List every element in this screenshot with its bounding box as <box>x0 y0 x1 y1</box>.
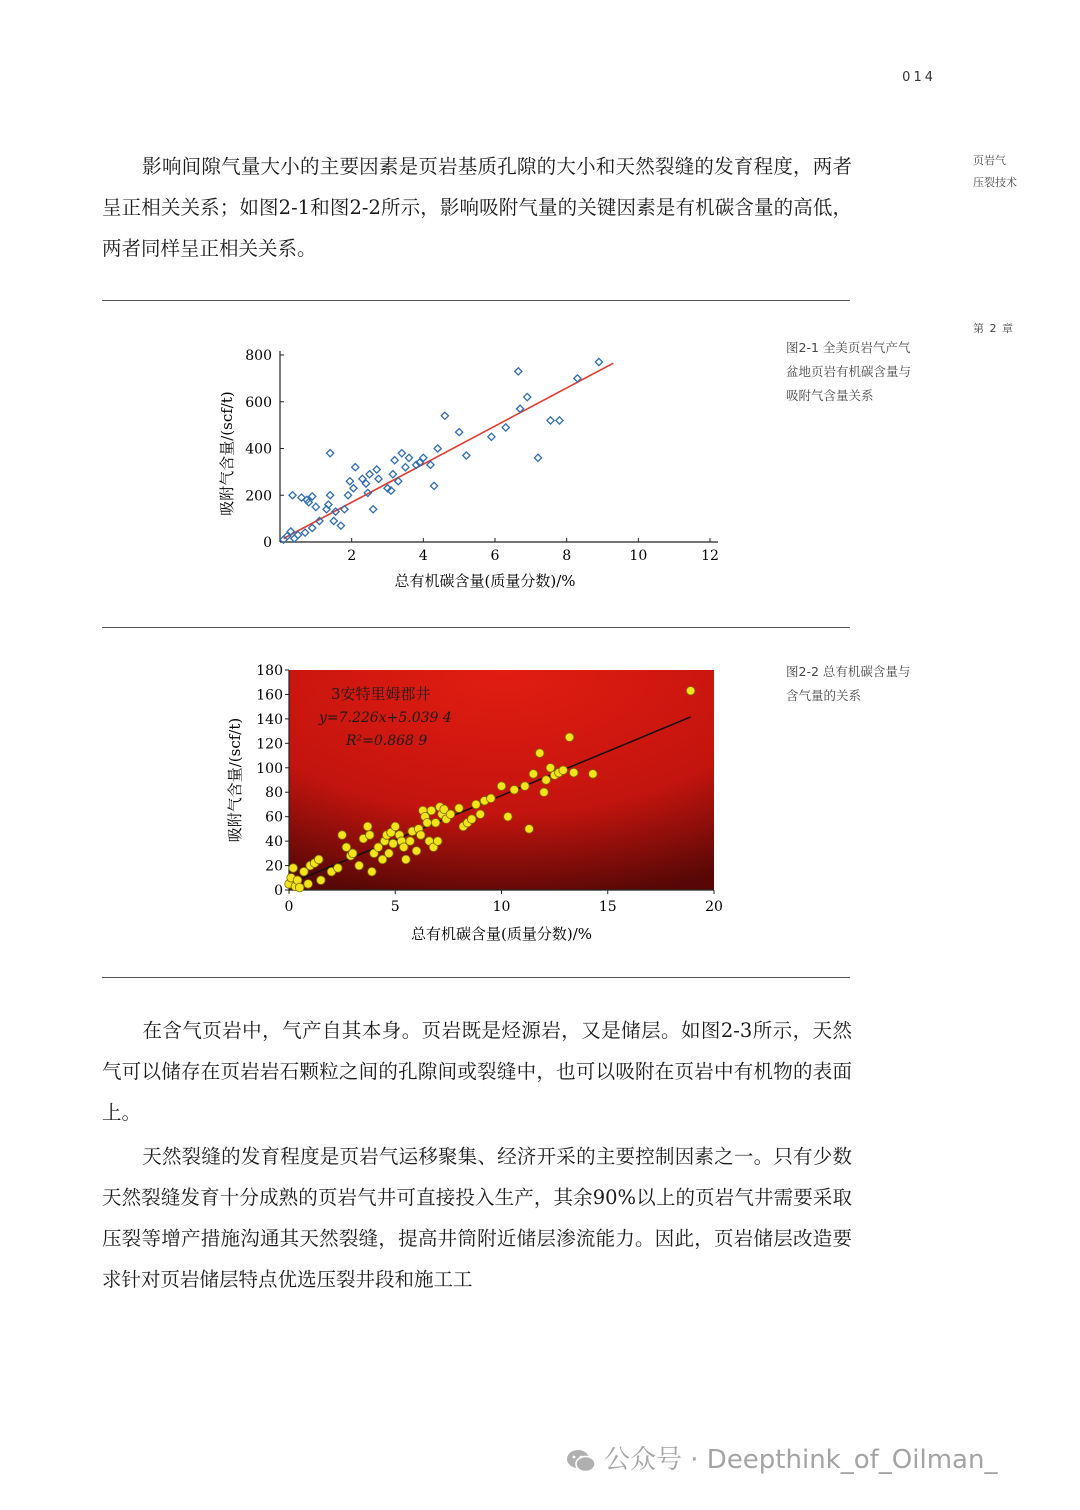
y-tick-label: 160 <box>256 687 283 704</box>
figure-2-1-chart <box>200 330 760 600</box>
data-point <box>366 471 373 478</box>
y-tick-label: 800 <box>245 348 272 364</box>
figure-2-2-chart <box>200 655 760 955</box>
data-point <box>338 831 347 840</box>
page-number: 014 <box>902 70 936 85</box>
watermark-text: 公众号 · Deepthink_of_Oilman_ <box>604 1445 998 1475</box>
data-point <box>416 831 425 840</box>
data-point <box>352 464 359 471</box>
data-point <box>389 471 396 478</box>
body-paragraph <box>102 1010 852 1133</box>
data-point <box>529 770 538 779</box>
data-point <box>402 855 411 864</box>
data-point <box>330 517 337 524</box>
x-tick-label: 12 <box>701 548 719 564</box>
data-point <box>368 867 377 876</box>
data-point <box>344 492 351 499</box>
data-point <box>385 849 394 858</box>
data-point <box>595 358 602 365</box>
caption-line: 盆地页岩有机碳含量与 <box>786 364 912 379</box>
figure-rule <box>102 627 850 628</box>
data-point <box>412 847 421 856</box>
x-axis-label: 总有机碳含量(质量分数)/% <box>394 572 576 590</box>
data-point <box>314 855 323 864</box>
y-axis-label: 吸附气含量/(scf/t) <box>226 717 244 843</box>
figure-2-2-caption <box>786 660 946 708</box>
data-point <box>398 450 405 457</box>
data-point <box>515 368 522 375</box>
data-point <box>375 475 382 482</box>
data-point <box>327 450 334 457</box>
data-point <box>534 454 541 461</box>
y-tick-label: 180 <box>256 663 283 679</box>
data-point <box>402 464 409 471</box>
x-tick-label: 5 <box>390 899 400 915</box>
y-tick-label: 600 <box>245 394 272 411</box>
caption-line: 图2-1 全美页岩气产气 <box>786 340 911 355</box>
data-point <box>405 454 412 461</box>
caption-line: 图2-2 总有机碳含量与 <box>786 664 911 679</box>
data-point <box>334 864 343 873</box>
data-point <box>348 849 357 858</box>
data-point <box>406 837 415 846</box>
running-head-chapter: 第 2 章 <box>973 322 1014 335</box>
data-point <box>524 393 531 400</box>
data-point <box>559 766 568 775</box>
y-tick-label: 20 <box>265 858 283 875</box>
data-point <box>497 782 506 791</box>
caption-line: 吸附气含量关系 <box>786 388 874 403</box>
data-point <box>389 839 398 848</box>
y-tick-label: 140 <box>256 711 283 728</box>
r-squared-label: R²=0.868 9 <box>346 733 428 749</box>
data-point <box>446 810 455 819</box>
data-point <box>363 822 372 831</box>
data-point <box>423 818 432 827</box>
y-tick-label: 200 <box>245 488 272 505</box>
body-paragraph <box>102 1136 852 1300</box>
data-point <box>455 804 464 813</box>
y-tick-label: 0 <box>263 535 272 551</box>
data-point <box>433 837 442 846</box>
x-tick-label: 8 <box>562 548 572 564</box>
x-tick-label: 10 <box>629 548 648 564</box>
running-head-line: 页岩气 <box>973 154 1006 167</box>
running-head-book-title <box>973 150 1017 194</box>
data-point <box>295 883 304 892</box>
data-point <box>569 768 578 777</box>
data-point <box>317 876 326 885</box>
data-point <box>289 864 298 873</box>
data-point <box>556 417 563 424</box>
data-point <box>525 825 534 834</box>
y-axis-label: 吸附气含量/(scf/t) <box>218 391 236 516</box>
x-tick-label: 6 <box>490 548 500 564</box>
figure-rule <box>102 977 850 978</box>
body-paragraph <box>102 146 852 269</box>
data-point <box>547 417 554 424</box>
data-point <box>289 492 296 499</box>
data-point <box>487 794 496 803</box>
x-tick-label: 2 <box>347 548 357 564</box>
data-point <box>463 452 470 459</box>
figure-rule <box>102 300 850 301</box>
data-point <box>427 806 436 815</box>
figure-2-1-caption <box>786 336 946 408</box>
data-point <box>686 686 695 695</box>
data-point <box>502 424 509 431</box>
data-point <box>373 466 380 473</box>
data-point <box>521 782 530 791</box>
x-tick-label: 20 <box>705 899 723 915</box>
data-point <box>488 433 495 440</box>
data-point <box>301 529 308 536</box>
paragraph-text: 天然裂缝的发育程度是页岩气运移聚集、经济开采的主要控制因素之一。只有少数天然裂缝发育十分成熟的页岩气井可直接投入生产，其余90%以上的页岩气井需要采取压裂等增产措施沟通其天然裂缝，提高井筒附近储层渗流能力。因此，页岩储层改造要求针对页岩储层特点优选压裂井段和施工工 <box>102 1145 852 1291</box>
data-point <box>510 785 519 794</box>
watermark <box>566 1442 1056 1478</box>
data-point <box>346 478 353 485</box>
x-tick-label: 15 <box>598 899 617 915</box>
data-point <box>327 492 334 499</box>
data-point <box>504 812 513 821</box>
data-point <box>542 776 551 785</box>
data-point <box>312 503 319 510</box>
data-point <box>355 861 364 870</box>
y-tick-label: 60 <box>265 809 283 826</box>
data-point <box>430 482 437 489</box>
running-head-line: 压裂技术 <box>973 176 1017 189</box>
caption-line: 含气量的关系 <box>786 688 862 703</box>
x-axis-label: 总有机碳含量(质量分数)/% <box>410 925 593 943</box>
y-tick-label: 120 <box>256 736 283 753</box>
data-point <box>304 880 313 889</box>
data-point <box>589 770 598 779</box>
regression-equation: y=7.226x+5.039 4 <box>319 710 452 726</box>
y-tick-label: 400 <box>245 441 272 458</box>
x-tick-label: 0 <box>284 899 294 915</box>
data-point <box>391 822 400 831</box>
data-point <box>434 445 441 452</box>
data-point <box>370 506 377 513</box>
data-point <box>365 831 374 840</box>
data-point <box>337 522 344 529</box>
wechat-icon <box>566 1448 596 1474</box>
data-point <box>391 457 398 464</box>
x-tick-label: 10 <box>492 899 511 915</box>
data-point <box>535 749 544 758</box>
data-point <box>472 800 481 809</box>
data-point <box>291 535 298 542</box>
y-tick-label: 0 <box>274 883 283 899</box>
data-point <box>565 733 574 742</box>
paragraph-text: 在含气页岩中，气产自其本身。页岩既是烃源岩，又是储层。如图2-3所示，天然气可以储存在页岩岩石颗粒之间的孔隙间或裂缝中，也可以吸附在页岩中有机物的表面上。 <box>102 1019 852 1124</box>
y-tick-label: 100 <box>256 760 283 777</box>
y-tick-label: 40 <box>265 834 283 851</box>
y-tick-label: 80 <box>265 785 283 802</box>
paragraph-text: 影响间隙气量大小的主要因素是页岩基质孔隙的大小和天然裂缝的发育程度，两者呈正相关关系；如图2-1和图2-2所示，影响吸附气量的关键因素是有机碳含量的高低，两者同样呈正相关关系。 <box>102 155 852 260</box>
data-point <box>441 412 448 419</box>
data-point <box>350 485 357 492</box>
data-point <box>431 818 440 827</box>
chart-title: 3安特里姆郡井 <box>331 685 431 703</box>
data-point <box>540 788 549 797</box>
data-point <box>467 815 476 824</box>
data-point <box>476 810 485 819</box>
x-tick-label: 4 <box>418 548 428 564</box>
data-point <box>456 429 463 436</box>
